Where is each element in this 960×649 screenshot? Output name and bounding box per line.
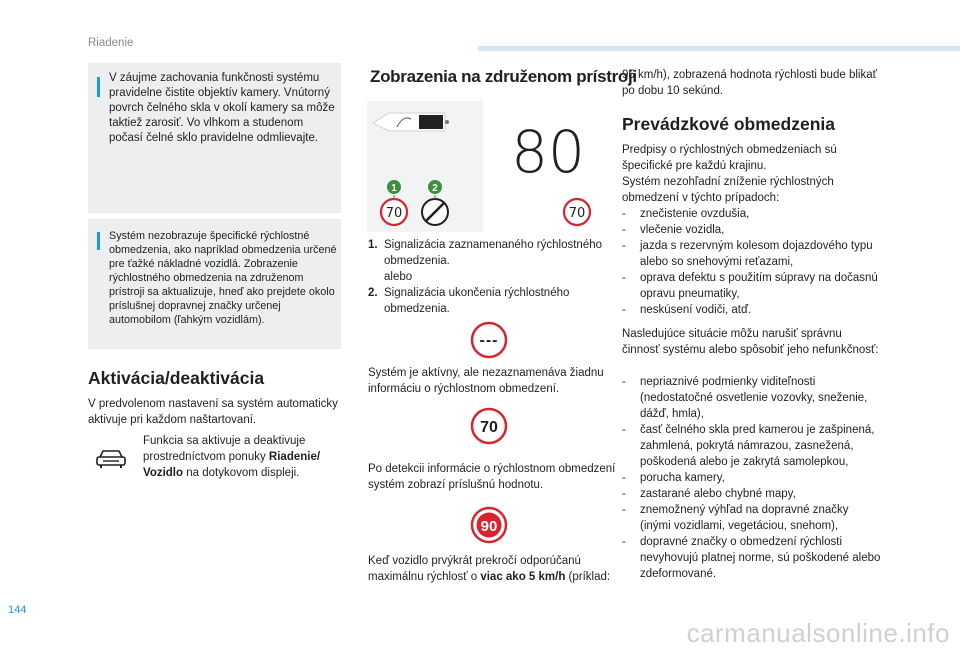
section-label: Riadenie <box>88 37 134 49</box>
section-title-display: Zobrazenia na združenom prístroji <box>370 67 637 86</box>
text-70: Po detekcii informácie o rýchlostnom obmedzení systém zobrazí príslušnú hodnotu. <box>368 463 616 491</box>
list-item: - zastarané alebo chybné mapy, <box>622 488 796 500</box>
section-title-limitations: Prevádzkové obmedzenia <box>622 114 835 134</box>
info-icon <box>97 232 100 250</box>
malfunction-list <box>622 374 882 582</box>
info-note-limits <box>88 219 341 349</box>
list-item: - neskúsení vodiči, atď. <box>622 304 752 316</box>
limitations-intro: Predpisy o rýchlostných obmedzeniach sú špecifické pre každú krajinu. Systém nezohľadní zníženie rýchlostných obmedzení v týchto prípadoch: <box>622 144 837 204</box>
limitations-list <box>622 206 882 318</box>
list-item: - znečistenie ovzdušia, <box>622 208 750 220</box>
sign-70 <box>470 407 508 445</box>
car-settings-icon <box>95 448 127 470</box>
speed-readout: 80 <box>511 118 585 186</box>
header-bar <box>478 46 960 51</box>
list-item: - dopravné značky o obmedzení rýchlosti nevyhovujú platnej norme, sú poškodené alebo zdeformované. <box>622 536 881 580</box>
speed-limit-sign: 70 <box>568 206 586 221</box>
info-note-camera <box>88 63 341 213</box>
list-item: - vlečenie vozidla, <box>622 224 725 236</box>
list-item: - časť čelného skla pred kamerou je zašpinená, zahmlená, pokrytá námrazou, zasnežená, poškodená alebo je zakrytá samolepkou, <box>622 424 875 468</box>
svg-text:70: 70 <box>480 419 498 436</box>
svg-text:---: --- <box>479 332 499 349</box>
svg-text:90: 90 <box>480 518 498 535</box>
sign-90-flashing <box>470 506 508 544</box>
cluster-svg <box>367 101 616 232</box>
list-item: 2. Signalizácia ukončenia rýchlostného obmedzenia. <box>368 287 570 315</box>
callout-1: 1 <box>391 183 397 194</box>
info-note-text: V záujme zachovania funkčnosti systému pravidelne čistite objektív kamery. Vnútorný povrch čelného skla v okolí kamery sa môže taktiež zarosiť. Vo vlhkom a studenom počasí čelné sklo pravidelne odmlievajte. <box>109 72 335 144</box>
list-item: - porucha kamery, <box>622 472 725 484</box>
list-item: - jazda s rezervným kolesom dojazdového typu alebo so snehovými reťazami, <box>622 240 873 268</box>
list-item: - znemožnený výhľad na dopravné značky (inými vozidlami, vegetáciou, snehom), <box>622 504 849 532</box>
page-number: 144 <box>8 604 27 616</box>
sign-no-limit <box>470 321 508 359</box>
watermark: carmanualsonline.info <box>686 618 950 648</box>
info-note-text: Systém nezobrazuje špecifické rýchlostné obmedzenia, ako napríklad obmedzenia určené pre ťažké nákladné vozidlá. Zobrazenie rýchlostného obmedzenia na združenom prístroji sa aktualizuje, hneď ako prejdete okolo príslušnej dopravnej značky určenej automobilom (ľahkým vozidlám). <box>109 230 337 326</box>
list-item: 1. Signalizácia zaznamenaného rýchlostného obmedzenia. <box>368 239 603 267</box>
continued-text: 95 km/h), zobrazená hodnota rýchlosti bude blikať po dobu 10 sekúnd. <box>622 69 877 97</box>
speed-limit-sign: 70 <box>385 206 403 221</box>
settings-instruction <box>88 433 348 493</box>
callout-2: 2 <box>432 183 438 194</box>
text-90: Keď vozidlo prvýkrát prekročí odporúčanú maximálnu rýchlosť o viac ako 5 km/h (príklad: <box>368 555 611 583</box>
list-item: - nepriaznivé podmienky viditeľnosti (nedostatočné osvetlenie vozovky, sneženie, dážď, hmla), <box>622 376 868 420</box>
list-item: - oprava defektu s použitím súpravy na dočasnú opravu pneumatiky, <box>622 272 878 300</box>
settings-text: Funkcia sa aktivuje a deaktivuje prostredníctvom ponuky Riadenie/ Vozidlo na dotykovom displeji. <box>143 435 321 479</box>
display-block <box>419 115 443 129</box>
list-or: alebo <box>384 271 413 283</box>
text-no-limit: Systém je aktívny, ale nezaznamenáva žiadnu informáciu o rýchlostnom obmedzení. <box>368 367 604 395</box>
instrument-cluster-illustration <box>367 101 616 232</box>
malfunction-intro: Nasledujúce situácie môžu narušiť správnu činnosť systému alebo spôsobiť jeho nefunkčnosť: <box>622 328 879 356</box>
section-title-activation: Aktivácia/deaktivácia <box>88 368 265 388</box>
activation-text: V predvolenom nastavení sa systém automaticky aktivuje pri každom naštartovaní. <box>88 398 338 426</box>
numbered-list <box>368 237 618 317</box>
info-icon <box>97 77 100 97</box>
